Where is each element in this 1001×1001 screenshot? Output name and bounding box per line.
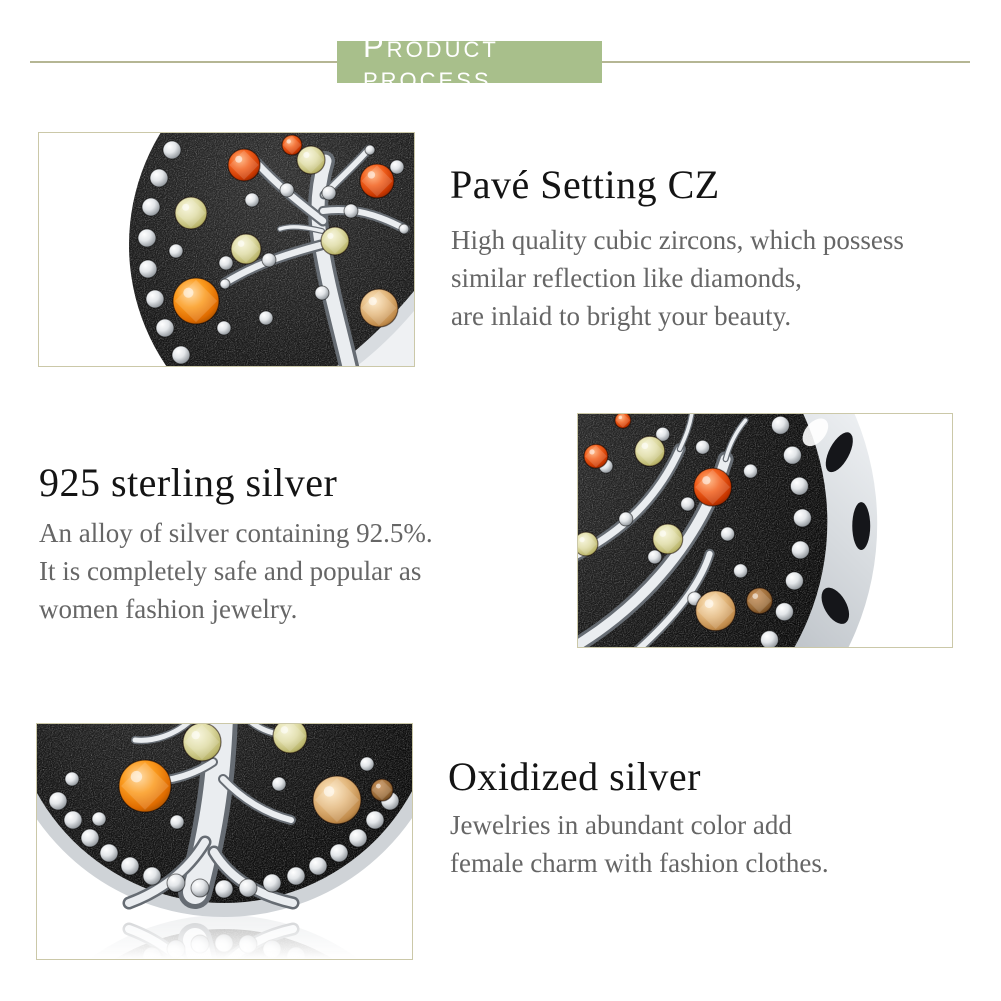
page-title: Product process bbox=[363, 29, 499, 95]
olive-stone bbox=[653, 524, 683, 554]
red-stone bbox=[360, 164, 394, 198]
red-stone bbox=[228, 149, 260, 181]
section-body-pave-cz bbox=[451, 221, 904, 335]
photo-frame-pave-cz bbox=[38, 132, 415, 367]
cham-stone bbox=[313, 776, 361, 824]
section-body-sterling-silver bbox=[39, 514, 433, 628]
olive-stone bbox=[231, 234, 261, 264]
olive-stone bbox=[297, 146, 325, 174]
charm-closeup-illustration bbox=[39, 133, 414, 366]
olive-stone bbox=[578, 532, 598, 556]
header-rule-left bbox=[30, 61, 337, 63]
olive-stone bbox=[183, 724, 221, 761]
olive-stone bbox=[175, 197, 207, 229]
brown-stone bbox=[371, 779, 393, 801]
body-line: Jewelries in abundant color add bbox=[450, 810, 792, 840]
photo-frame-oxidized-silver bbox=[36, 723, 413, 960]
cham-stone bbox=[360, 289, 398, 327]
body-line: women fashion jewelry. bbox=[39, 594, 298, 624]
body-line: An alloy of silver containing 92.5%. bbox=[39, 518, 433, 548]
body-line: similar reflection like diamonds, bbox=[451, 263, 802, 293]
charm-bottom-illustration bbox=[37, 724, 412, 959]
olive-stone bbox=[635, 436, 665, 466]
section-body-oxidized-silver bbox=[450, 806, 829, 882]
olive-stone bbox=[321, 227, 349, 255]
body-line: It is completely safe and popular as bbox=[39, 556, 422, 586]
charm-side-illustration bbox=[578, 414, 952, 647]
red-stone bbox=[615, 414, 631, 428]
photo-frame-sterling-silver bbox=[577, 413, 953, 648]
cham-stone bbox=[696, 591, 736, 631]
body-line: High quality cubic zircons, which possess bbox=[451, 225, 904, 255]
brown-stone bbox=[747, 588, 773, 614]
red-stone bbox=[694, 468, 732, 506]
red-stone bbox=[584, 444, 608, 468]
olive-stone bbox=[273, 724, 307, 753]
header-rule-right bbox=[602, 61, 970, 63]
header-title-bar bbox=[337, 29, 602, 95]
section-heading-pave-cz: Pavé Setting CZ bbox=[450, 162, 720, 207]
orange-stone bbox=[173, 278, 219, 324]
section-heading-sterling-silver: 925 sterling silver bbox=[39, 460, 338, 505]
body-line: female charm with fashion clothes. bbox=[450, 848, 829, 878]
orange-stone bbox=[119, 760, 171, 812]
section-heading-oxidized-silver: Oxidized silver bbox=[448, 754, 701, 799]
body-line: are inlaid to bright your beauty. bbox=[451, 301, 792, 331]
